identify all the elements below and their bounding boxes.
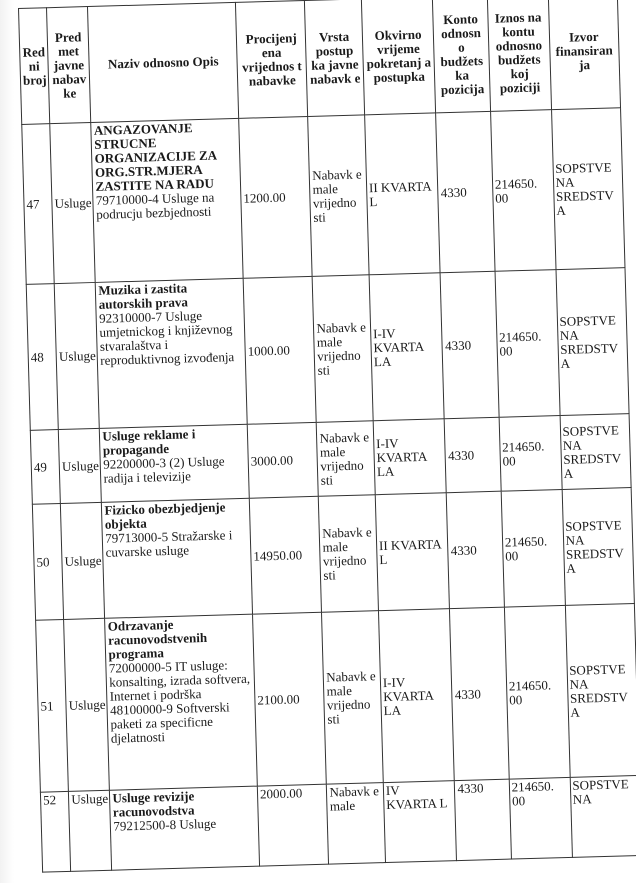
item-title: Fizicko obezbjedjenje objekta [104, 499, 226, 532]
cell-vrijednost: 2000.00 [257, 784, 329, 866]
header-procijenjena-vrijednost: Procijenj ena vrijednos t nabavke [235, 0, 308, 118]
cell-naziv [91, 118, 243, 282]
cell-izvor: SOPSTVE NA SREDSTV A [556, 268, 630, 416]
cell-redni-broj: 49 [30, 430, 60, 505]
cell-predmet: Usluge [64, 618, 110, 791]
cell-vrsta: Nabavk e male vrijedno sti [313, 275, 373, 423]
cell-naziv [105, 614, 257, 790]
header-iznos: Iznos na kontu odnosno budžets koj poziciji [487, 0, 551, 111]
header-predmet: Pred met javne nabav ke [47, 7, 91, 124]
cell-iznos: 214650. 00 [495, 270, 560, 418]
cell-iznos: 214650. 00 [504, 605, 570, 779]
cell-vrijednost: 14950.00 [249, 496, 322, 614]
cell-konto: 4330 [455, 779, 511, 860]
cell-vrijeme: II KVARTA L [364, 113, 440, 275]
cell-predmet: Usluge [54, 282, 99, 429]
cell-vrijeme: IV KVARTA L [383, 781, 457, 863]
cell-vrijeme: I-IV KVARTA LA [369, 273, 445, 421]
header-vrsta-postupka: Vrsta postup ka javne nabavk e [305, 0, 365, 116]
cell-izvor: SOPSTVE NA [570, 775, 636, 857]
header-konto: Konto odnosn o budžets ka pozicija [433, 0, 490, 113]
item-description: 92200000-3 (2) Usluge radija i televizije [103, 453, 225, 486]
table-row [26, 268, 629, 431]
cell-redni-broj: 50 [32, 504, 63, 621]
cell-izvor: SOPSTVE NA SREDSTV A [551, 108, 625, 270]
table-row [36, 604, 636, 793]
cell-vrijeme: II KVARTA L [375, 493, 450, 611]
item-title: Usluge revizije racunovodstva [112, 788, 195, 820]
cell-izvor: SOPSTVE NA SREDSTV A [560, 414, 632, 490]
cell-vrsta: Nabavk e male vrijedno sti [319, 495, 379, 613]
cell-redni-broj: 51 [36, 619, 69, 792]
cell-iznos: 214650. 00 [490, 110, 555, 272]
table-row [40, 775, 636, 872]
cell-vrijeme: I-IV KVARTA LA [378, 609, 454, 783]
cell-iznos: 214650. 00 [501, 490, 565, 608]
item-title: Muzika i zastita autorskih prava [98, 280, 189, 312]
cell-naziv [100, 424, 250, 502]
item-description: 72000000-5 IT usluge: konsalting, izrada softvera, Internet i podrška 48100000-9 Softverski paketi za specificne djelatnosti [108, 657, 251, 746]
cell-vrijednost: 1000.00 [243, 276, 316, 424]
item-description: 92310000-7 Usluge umjetnickog i književnog stvaralaštva i reproduktivnog izvođenja [98, 307, 235, 368]
header-izvor: Izvor finansiran ja [548, 0, 621, 110]
table-row [22, 108, 625, 285]
table-row [32, 488, 634, 621]
cell-predmet: Usluge [50, 123, 96, 284]
cell-vrsta: Nabavk e male vrijedno sti [308, 115, 369, 277]
item-description: 79212500-8 Usluge [113, 815, 217, 834]
cell-vrijednost: 2100.00 [253, 612, 327, 786]
header-row [19, 0, 621, 124]
cell-redni-broj: 48 [26, 284, 58, 431]
cell-vrsta: Nabavk e male vrijedno sti [317, 421, 375, 497]
cell-iznos: 214650. 00 [509, 777, 572, 859]
cell-predmet: Usluge [61, 502, 105, 619]
procurement-table [18, 0, 636, 873]
header-naziv: Naziv odnosno Opis [88, 2, 239, 122]
item-description: 79713000-5 Stražarske i cuvarske usluge [105, 527, 233, 560]
cell-predmet: Usluge [58, 428, 101, 503]
cell-izvor: SOPSTVE NA SREDSTV A [562, 488, 635, 606]
cell-iznos: 214650. 00 [499, 416, 562, 492]
cell-konto: 4330 [450, 607, 509, 780]
cell-vrijeme: I-IV KVARTA LA [373, 419, 447, 495]
header-okvirno-vrijeme: Okvirno vrijeme pokretanj a postupka [361, 0, 436, 115]
item-title: Usluge reklame i propagande [102, 426, 196, 458]
cell-vrijednost: 3000.00 [247, 422, 318, 498]
header-redni-broj: Red ni broj [19, 8, 50, 125]
cell-izvor: SOPSTVE NA SREDSTV A [565, 604, 636, 778]
cell-vrsta: Nabavk e male [327, 783, 386, 865]
cell-vrsta: Nabavk e male vrijedno sti [322, 611, 383, 785]
item-description: 79710000-4 Usluge na podrucju bezbjednosti [95, 189, 215, 222]
cell-naziv [96, 278, 248, 428]
cell-konto: 4330 [436, 111, 495, 272]
cell-naziv [102, 498, 253, 618]
cell-konto: 4330 [447, 491, 504, 608]
cell-konto: 4330 [445, 417, 501, 492]
cell-konto: 4330 [441, 271, 499, 418]
cell-predmet: Usluge [69, 790, 112, 871]
item-title: Odrzavanje racunovodstvenih programa [107, 616, 208, 662]
cell-vrijednost: 1200.00 [239, 116, 313, 278]
cell-redni-broj: 47 [22, 124, 55, 285]
item-title: ANGAZOVANJE STRUCNE ORGANIZACIJE ZA ORG.STR.MJERA ZASTITE NA RADU [93, 120, 217, 194]
cell-naziv [110, 786, 260, 870]
cell-redni-broj: 52 [40, 791, 70, 872]
